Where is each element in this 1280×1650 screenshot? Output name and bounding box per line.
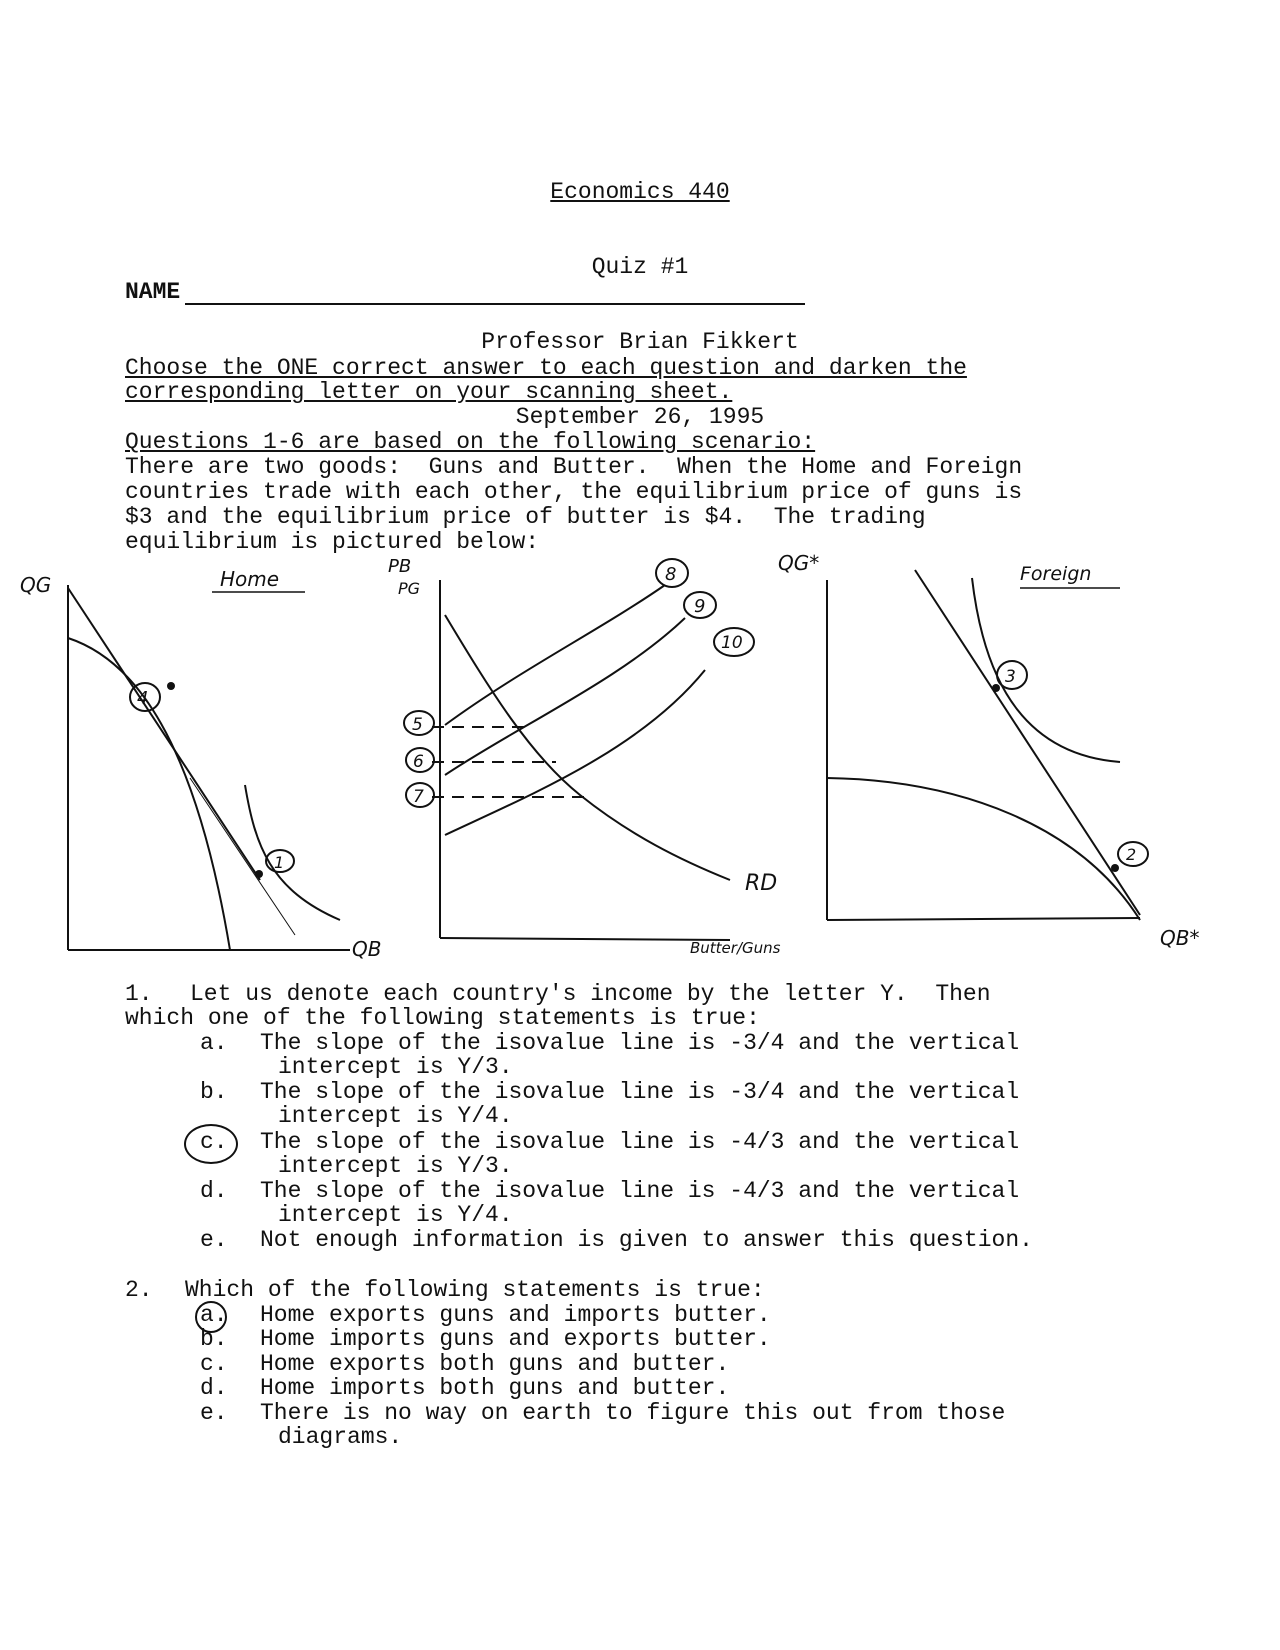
point-1-label: 1 bbox=[274, 853, 285, 872]
middle-x-axis bbox=[440, 938, 730, 940]
name-label: NAME bbox=[125, 279, 181, 305]
foreign-x-axis-label: QB* bbox=[1160, 926, 1200, 950]
scenario-heading: Questions 1-6 are based on the following scenario: bbox=[125, 429, 816, 455]
scenario-line-1: There are two goods: Guns and Butter. When the Home and Foreign bbox=[125, 454, 1023, 480]
q2-option-d-letter: d. bbox=[200, 1375, 228, 1401]
foreign-ppf-curve bbox=[827, 778, 1140, 920]
home-ppf-curve bbox=[68, 638, 230, 950]
rd-label: RD bbox=[745, 871, 778, 896]
q1-option-b-letter: b. bbox=[200, 1079, 228, 1105]
quiz-header bbox=[0, 130, 1280, 455]
q1-option-b-line-2: intercept is Y/4. bbox=[278, 1103, 513, 1129]
rs-curve-8 bbox=[445, 585, 665, 725]
question-1-stem-2: which one of the following statements is true: bbox=[125, 1005, 760, 1031]
quiz-date: September 26, 1995 bbox=[515, 404, 765, 430]
home-indifference-curve bbox=[245, 785, 340, 920]
q2-option-a-letter: a. bbox=[200, 1302, 228, 1328]
foreign-production-point bbox=[1111, 864, 1119, 872]
rs-curve-9 bbox=[445, 618, 685, 775]
q2-option-e-letter: e. bbox=[200, 1400, 228, 1426]
q1-option-c-line-2: intercept is Y/3. bbox=[278, 1153, 513, 1179]
home-title: Home bbox=[220, 567, 280, 591]
scenario-line-2: countries trade with each other, the equilibrium price of guns is bbox=[125, 479, 1023, 505]
foreign-isovalue-line bbox=[915, 570, 1140, 915]
q1-option-c-line-1: The slope of the isovalue line is -4/3 and the vertical bbox=[260, 1129, 1020, 1155]
foreign-indifference-curve bbox=[972, 578, 1120, 762]
q2-option-a-line-1: Home exports guns and imports butter. bbox=[260, 1302, 771, 1328]
foreign-consumption-point bbox=[992, 684, 1000, 692]
q2-option-c-line-1: Home exports both guns and butter. bbox=[260, 1351, 730, 1377]
point-2-label: 2 bbox=[1126, 845, 1137, 864]
q2-option-d-line-1: Home imports both guns and butter. bbox=[260, 1375, 730, 1401]
question-1-number: 1. bbox=[125, 981, 153, 1007]
middle-y-label-bottom: PG bbox=[398, 579, 421, 598]
q1-option-a-line-2: intercept is Y/3. bbox=[278, 1054, 513, 1080]
curve-9-label: 9 bbox=[694, 596, 706, 617]
price-6-label: 6 bbox=[413, 752, 424, 772]
point-4-label: 4 bbox=[137, 688, 149, 709]
question-2-number: 2. bbox=[125, 1277, 153, 1303]
name-field-line bbox=[185, 303, 805, 305]
price-5-label: 5 bbox=[412, 715, 423, 735]
home-x-axis-label: QB bbox=[352, 937, 382, 961]
q1-option-c-letter: c. bbox=[200, 1129, 228, 1155]
home-isovalue-upper bbox=[68, 588, 260, 880]
home-consumption-point bbox=[255, 870, 263, 878]
scenario-line-4: equilibrium is pictured below: bbox=[125, 529, 540, 555]
foreign-title: Foreign bbox=[1020, 563, 1092, 585]
q2-option-b-letter: b. bbox=[200, 1326, 228, 1352]
rs-curve-10 bbox=[445, 670, 705, 835]
q1-option-a-letter: a. bbox=[200, 1030, 228, 1056]
q2-option-e-line-1: There is no way on earth to figure this out from those bbox=[260, 1400, 1006, 1426]
foreign-x-axis bbox=[827, 918, 1140, 920]
q1-option-d-line-2: intercept is Y/4. bbox=[278, 1202, 513, 1228]
course-title: Economics 440 bbox=[550, 179, 730, 205]
q1-option-d-letter: d. bbox=[200, 1178, 228, 1204]
q2-option-b-line-1: Home imports guns and exports butter. bbox=[260, 1326, 771, 1352]
q1-option-b-line-1: The slope of the isovalue line is -3/4 and the vertical bbox=[260, 1079, 1020, 1105]
curve-8-label: 8 bbox=[665, 564, 677, 585]
instructions-line-2: corresponding letter on your scanning sheet. bbox=[125, 379, 733, 405]
q2-option-e-line-2: diagrams. bbox=[278, 1424, 403, 1450]
home-panel bbox=[68, 585, 350, 950]
instructions-line-1: Choose the ONE correct answer to each question and darken the bbox=[125, 355, 967, 381]
home-y-axis-label: QG bbox=[20, 573, 52, 597]
professor-name: Professor Brian Fikkert bbox=[481, 329, 799, 355]
scenario-line-3: $3 and the equilibrium price of butter is $4. The trading bbox=[125, 504, 926, 530]
q2-option-c-letter: c. bbox=[200, 1351, 228, 1377]
middle-y-label-top: PB bbox=[388, 556, 412, 577]
q1-option-e-letter: e. bbox=[200, 1227, 228, 1253]
foreign-y-axis-label: QG* bbox=[778, 551, 820, 575]
question-1-stem-1: Let us denote each country's income by the letter Y. Then bbox=[190, 981, 991, 1007]
q1-option-d-line-1: The slope of the isovalue line is -4/3 and the vertical bbox=[260, 1178, 1020, 1204]
point-3-label: 3 bbox=[1005, 667, 1016, 687]
price-7-label: 7 bbox=[413, 787, 424, 807]
middle-panel bbox=[432, 580, 730, 940]
question-2-stem-1: Which of the following statements is true: bbox=[185, 1277, 765, 1303]
foreign-panel bbox=[827, 570, 1140, 920]
q1-option-a-line-1: The slope of the isovalue line is -3/4 and the vertical bbox=[260, 1030, 1020, 1056]
home-production-point bbox=[167, 682, 175, 690]
curve-10-label: 10 bbox=[721, 633, 743, 653]
trade-equilibrium-diagrams bbox=[0, 550, 1280, 970]
quiz-title: Quiz #1 bbox=[591, 254, 689, 280]
middle-x-axis-label: Butter/Guns bbox=[690, 939, 781, 957]
q1-option-e-line-1: Not enough information is given to answer this question. bbox=[260, 1227, 1033, 1253]
